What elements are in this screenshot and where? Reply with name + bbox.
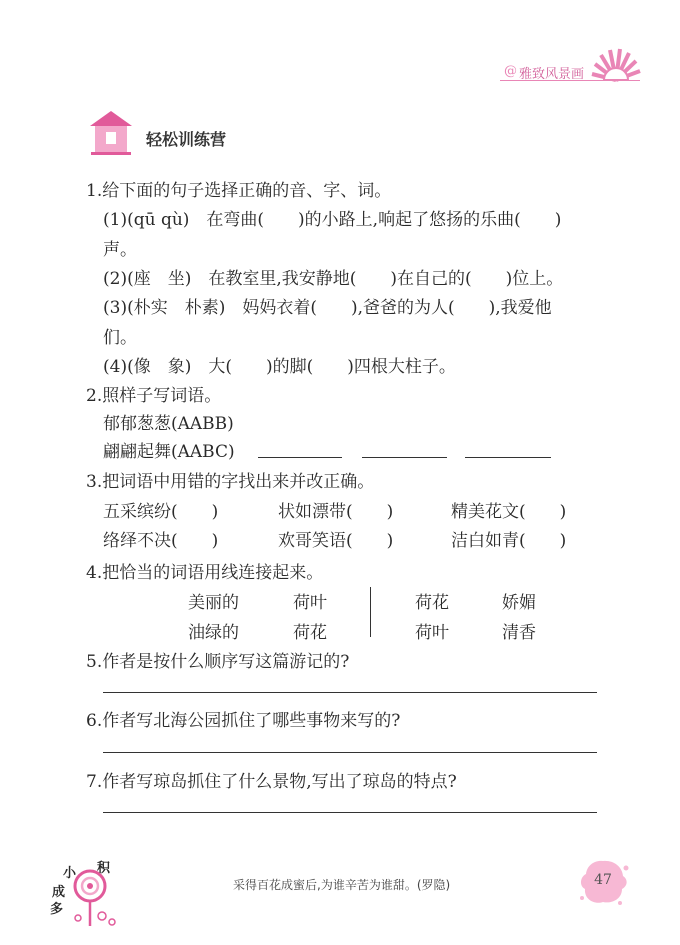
logo-char: 积 <box>97 861 111 876</box>
q2-answer-blank[interactable] <box>362 457 447 458</box>
q6-title: 6.作者写北海公园抓住了哪些事物来写的? <box>86 711 401 731</box>
q3-title: 3.把词语中用错的字找出来并改正确。 <box>86 472 375 492</box>
q6-answer-line[interactable] <box>103 752 597 753</box>
match-word[interactable]: 清香 <box>502 623 536 643</box>
match-divider <box>370 587 371 637</box>
q3-item: 欢哥笑语( ) <box>278 531 394 551</box>
q3-item: 五采缤纷( ) <box>103 502 219 522</box>
q2-example2: 翩翩起舞(AABC) <box>103 442 235 462</box>
page-number: 47 <box>594 872 612 888</box>
q5-answer-line[interactable] <box>103 692 597 693</box>
at-sign-icon: @ <box>504 64 517 79</box>
match-word[interactable]: 娇媚 <box>502 593 536 613</box>
q2-example1: 郁郁葱葱(AABB) <box>103 414 234 434</box>
q1-part4: (4)(像 象) 大( )的脚( )四根大柱子。 <box>103 357 456 377</box>
q3-item: 络绎不决( ) <box>103 531 219 551</box>
match-word[interactable]: 荷花 <box>293 623 327 643</box>
logo-char: 成 <box>52 885 66 900</box>
match-word[interactable]: 荷叶 <box>293 593 327 613</box>
q3-item: 状如漂带( ) <box>278 502 394 522</box>
q2-answer-blank[interactable] <box>258 457 342 458</box>
footer-quote: 采得百花成蜜后,为谁辛苦为谁甜。(罗隐) <box>233 878 451 892</box>
match-word[interactable]: 油绿的 <box>188 623 239 643</box>
match-word[interactable]: 美丽的 <box>188 593 239 613</box>
q7-answer-line[interactable] <box>103 812 597 813</box>
q2-answer-blank[interactable] <box>465 457 551 458</box>
q4-title: 4.把恰当的词语用线连接起来。 <box>86 563 324 583</box>
match-word[interactable]: 荷花 <box>415 593 449 613</box>
sunburst-fan-icon <box>590 46 642 82</box>
section-title: 轻松训练营 <box>146 130 227 149</box>
q1-part2: (2)(座 坐) 在教室里,我安静地( )在自己的( )位上。 <box>103 269 564 289</box>
house-icon <box>86 108 136 156</box>
q3-item: 洁白如青( ) <box>451 531 567 551</box>
q3-item: 精美花文( ) <box>451 502 567 522</box>
q1-title: 1.给下面的句子选择正确的音、字、词。 <box>86 181 392 201</box>
q2-title: 2.照样子写词语。 <box>86 386 222 406</box>
spiral-flower-icon <box>66 866 126 930</box>
match-word[interactable]: 荷叶 <box>415 623 449 643</box>
q1-part1-line2: 声。 <box>103 240 137 260</box>
logo-char: 小 <box>63 866 77 881</box>
q1-part3-line2: 们。 <box>103 328 137 348</box>
q7-title: 7.作者写琼岛抓住了什么景物,写出了琼岛的特点? <box>86 772 457 792</box>
q1-part1-line1: (1)(qū qù) 在弯曲( )的小路上,响起了悠扬的乐曲( ) <box>103 210 562 230</box>
header-title: 雅致风景画 <box>519 67 585 82</box>
q5-title: 5.作者是按什么顺序写这篇游记的? <box>86 652 350 672</box>
q1-part3-line1: (3)(朴实 朴素) 妈妈衣着( ),爸爸的为人( ),我爱他 <box>103 298 552 318</box>
logo-char: 多 <box>50 902 64 917</box>
